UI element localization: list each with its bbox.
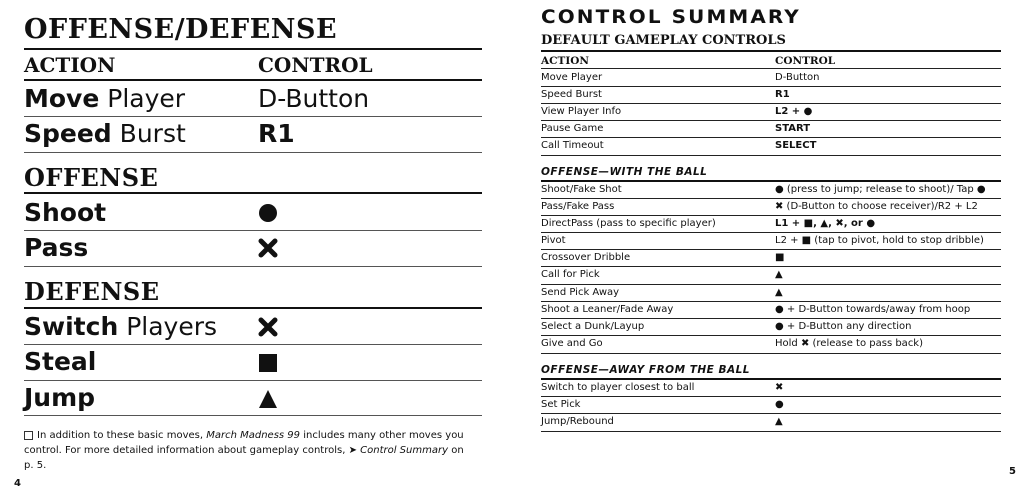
- divider: [541, 353, 1001, 354]
- action-cell: Jump/Rebound: [541, 416, 614, 427]
- action-cell: Send Pick Away: [541, 287, 620, 298]
- control-cell: ✖ (D-Button to choose receiver)/R2 + L2: [775, 201, 978, 212]
- subtitle: DEFAULT GAMEPLAY CONTROLS: [541, 33, 786, 48]
- control-cell: ● + D-Button towards/away from hoop: [775, 304, 971, 315]
- action-move-player: Move Player: [24, 84, 186, 113]
- divider: [24, 380, 482, 381]
- divider: [541, 266, 1001, 267]
- divider: [24, 48, 482, 50]
- control-cell: ●: [775, 399, 784, 410]
- control-speed-burst: R1: [258, 119, 295, 148]
- action-cell: Shoot a Leaner/Fade Away: [541, 304, 674, 315]
- action-cell: Move Player: [541, 72, 603, 83]
- column-header-action: ACTION: [24, 53, 116, 77]
- divider: [24, 79, 482, 81]
- control-cell: L1 + ■, ▲, ✖, or ●: [775, 218, 876, 229]
- square-button-icon: [258, 353, 278, 373]
- divider: [541, 50, 1001, 52]
- divider: [541, 180, 1001, 182]
- divider: [541, 120, 1001, 121]
- divider: [24, 230, 482, 231]
- control-move-player: D-Button: [258, 84, 370, 113]
- divider: [541, 232, 1001, 233]
- control-cell: R1: [775, 89, 790, 100]
- action-cell: Set Pick: [541, 399, 581, 410]
- action-steal: Steal: [24, 347, 97, 376]
- control-cell: L2 + ●: [775, 106, 813, 117]
- action-cell: Switch to player closest to ball: [541, 382, 695, 393]
- action-cell: Speed Burst: [541, 89, 602, 100]
- divider: [541, 431, 1001, 432]
- divider: [541, 155, 1001, 156]
- control-cell: ■: [775, 252, 785, 263]
- cross-button-icon: [258, 238, 278, 258]
- divider: [541, 396, 1001, 397]
- footnote: In addition to these basic moves, March Madness 99 includes many other moves you control. For more detailed information about gameplay controls, ➤ Control Summary on p. 5.: [24, 430, 464, 471]
- section-title-offense: OFFENSE: [24, 163, 159, 192]
- control-cell: D-Button: [775, 72, 820, 83]
- action-cell: View Player Info: [541, 106, 622, 117]
- divider: [541, 249, 1001, 250]
- divider: [24, 344, 482, 345]
- section-title-offense-with-ball: OFFENSE—WITH THE BALL: [541, 166, 708, 178]
- divider: [541, 335, 1001, 336]
- divider: [541, 301, 1001, 302]
- divider: [541, 378, 1001, 380]
- control-cell: ✖: [775, 382, 784, 393]
- control-cell: ● + D-Button any direction: [775, 321, 912, 332]
- divider: [24, 192, 482, 194]
- action-cell: Pause Game: [541, 123, 604, 134]
- action-cell: Call Timeout: [541, 140, 604, 151]
- action-switch-players: Switch Players: [24, 312, 218, 341]
- note-box-icon: [24, 431, 33, 440]
- page-title: OFFENSE/DEFENSE: [24, 14, 338, 45]
- action-cell: Pivot: [541, 235, 566, 246]
- divider: [541, 137, 1001, 138]
- page-number: 5: [1009, 466, 1016, 477]
- section-title-offense-away-from-ball: OFFENSE—AWAY FROM THE BALL: [541, 364, 750, 376]
- action-cell: Call for Pick: [541, 269, 600, 280]
- action-speed-burst: Speed Burst: [24, 119, 186, 148]
- cross-button-icon: [258, 317, 278, 337]
- control-cell: ▲: [775, 269, 783, 280]
- divider: [24, 266, 482, 267]
- control-cell: ● (press to jump; release to shoot)/ Tap ●: [775, 184, 986, 195]
- divider: [541, 198, 1001, 199]
- divider: [24, 307, 482, 309]
- page-number: 4: [14, 478, 21, 489]
- arrow-icon: ➤: [348, 445, 361, 456]
- column-header-control: CONTROL: [775, 55, 836, 67]
- column-header-action: ACTION: [541, 55, 589, 67]
- action-cell: Shoot/Fake Shot: [541, 184, 622, 195]
- circle-button-icon: [258, 203, 278, 223]
- divider: [24, 415, 482, 416]
- control-cell: ▲: [775, 416, 783, 427]
- control-summary-reference: Control Summary: [360, 445, 449, 456]
- section-title-defense: DEFENSE: [24, 277, 160, 306]
- action-pass: Pass: [24, 233, 89, 262]
- action-cell: Pass/Fake Pass: [541, 201, 615, 212]
- control-cell: ▲: [775, 287, 783, 298]
- divider: [24, 152, 482, 153]
- action-shoot: Shoot: [24, 198, 107, 227]
- column-header-control: CONTROL: [258, 53, 373, 77]
- action-cell: DirectPass (pass to specific player): [541, 218, 716, 229]
- divider: [541, 215, 1001, 216]
- divider: [541, 103, 1001, 104]
- divider: [541, 318, 1001, 319]
- page-title: CONTROL SUMMARY: [541, 6, 801, 28]
- action-cell: Crossover Dribble: [541, 252, 631, 263]
- action-cell: Give and Go: [541, 338, 603, 349]
- triangle-button-icon: [258, 389, 278, 409]
- control-cell: Hold ✖ (release to pass back): [775, 338, 924, 349]
- divider: [541, 68, 1001, 69]
- control-cell: SELECT: [775, 140, 817, 151]
- divider: [541, 413, 1001, 414]
- control-cell: START: [775, 123, 811, 134]
- right-page: [511, 0, 1022, 504]
- control-cell: L2 + ■ (tap to pivot, hold to stop dribble): [775, 235, 984, 246]
- action-cell: Select a Dunk/Layup: [541, 321, 645, 332]
- divider: [541, 86, 1001, 87]
- divider: [541, 284, 1001, 285]
- divider: [24, 116, 482, 117]
- action-jump: Jump: [24, 383, 96, 412]
